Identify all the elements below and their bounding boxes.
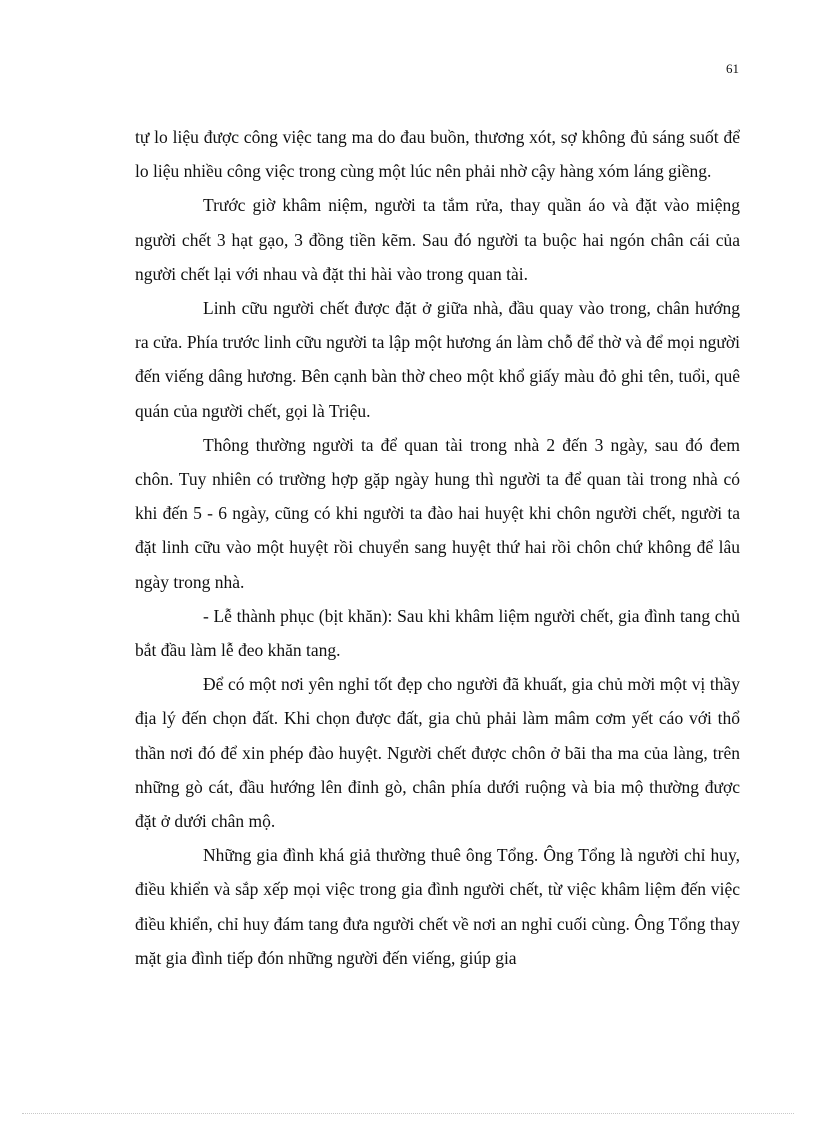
paragraph: Linh cữu người chết được đặt ở giữa nhà, đầu quay vào trong, chân hướng ra cửa. Phía trước linh cữu người ta lập một hương án làm chỗ để thờ và để mọi người đến viếng dâng hương. Bên cạnh bàn thờ cheo một khổ giấy màu đỏ ghi tên, tuổi, quê quán của người chết, gọi là Triệu.: [135, 298, 740, 421]
paragraph: - Lễ thành phục (bịt khăn): Sau khi khâm liệm người chết, gia đình tang chủ bắt đầu làm lễ đeo khăn tang.: [135, 605, 740, 661]
footer-divider: [22, 1113, 794, 1114]
paragraph: Thông thường người ta để quan tài trong nhà 2 đến 3 ngày, sau đó đem chôn. Tuy nhiên có trường hợp gặp ngày hung thì người ta để quan tài trong nhà có khi đến 5 - 6 ngày, cũng có khi người ta đào hai huyệt khi chôn người chết, người ta đặt linh cữu vào một huyệt rồi chuyển sang huyệt thứ hai rồi chôn chứ không để lâu ngày trong nhà.: [135, 434, 740, 592]
paragraph: Trước giờ khâm niệm, người ta tắm rửa, thay quần áo và đặt vào miệng người chết 3 hạt gạo, 3 đồng tiền kẽm. Sau đó người ta buộc hai ngón chân cái của người chết lại với nhau và đặt thi hài vào trong quan tài.: [135, 195, 740, 284]
paragraph: Để có một nơi yên nghỉ tốt đẹp cho người đã khuất, gia chủ mời một vị thầy địa lý đến chọn đất. Khi chọn được đất, gia chủ phải làm mâm cơm yết cáo với thổ thần nơi đó để xin phép đào huyệt. Người chết được chôn ở bãi tha ma của làng, trên những gò cát, đầu hướng lên đỉnh gò, chân phía dưới ruộng và bia mộ thường được đặt ở dưới chân mộ.: [135, 674, 740, 832]
body-text: [135, 120, 740, 975]
page-number: 61: [726, 61, 739, 76]
paragraph: tự lo liệu được công việc tang ma do đau buồn, thương xót, sợ không đủ sáng suốt để lo liệu nhiều công việc trong cùng một lúc nên phải nhờ cậy hàng xóm láng giềng.: [135, 127, 740, 182]
paragraph: Những gia đình khá giả thường thuê ông Tổng. Ông Tổng là người chỉ huy, điều khiển và sắp xếp mọi việc trong gia đình người chết, từ việc khâm liệm đến việc điều khiển, chỉ huy đám tang đưa người chết về nơi an nghỉ cuối cùng. Ông Tổng thay mặt gia đình tiếp đón những người đến viếng, giúp gia: [135, 845, 740, 968]
